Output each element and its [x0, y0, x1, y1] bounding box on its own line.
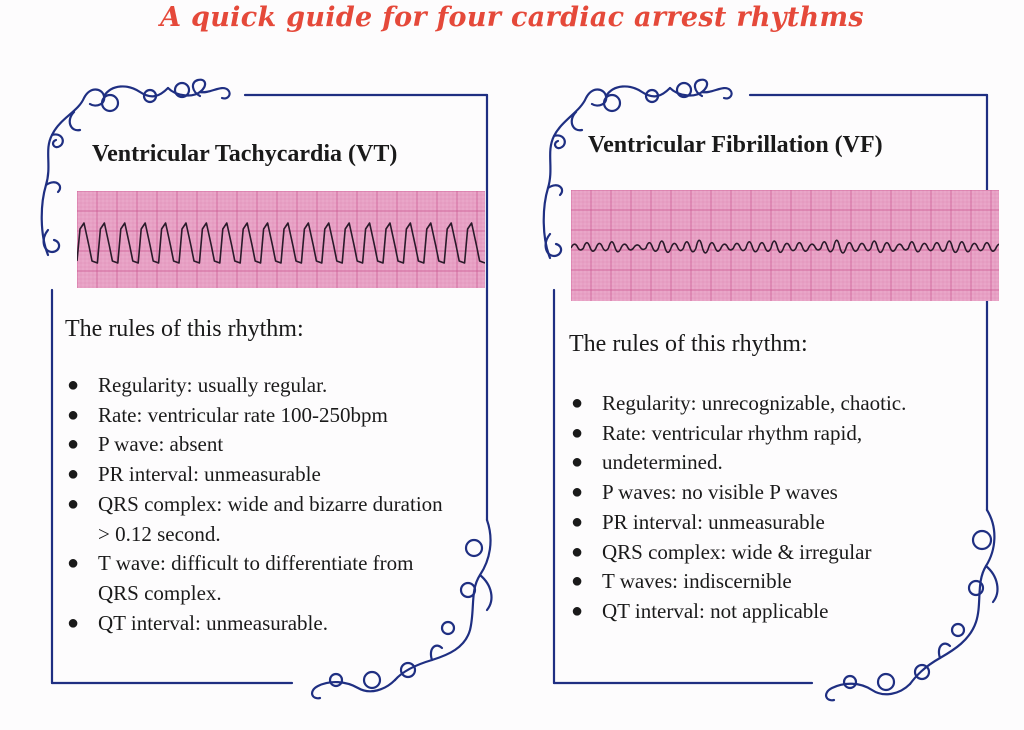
bullet-icon: ● [571, 451, 584, 474]
vf-ecg-strip [571, 190, 999, 301]
list-item: ● QRS complex: wide and bizarre duration > 0.12 second. [67, 491, 443, 546]
list-item: ● Rate: ventricular rhythm rapid, [569, 419, 906, 449]
list-item: ● Regularity: usually regular. [65, 371, 443, 401]
bullet-icon: ● [67, 374, 80, 396]
list-item: ● QT interval: unmeasurable. [65, 609, 443, 639]
bullet-icon: ● [571, 599, 584, 622]
bullet-icon: ● [67, 552, 80, 575]
vt-rules-list [65, 371, 443, 638]
bullet-icon: ● [571, 421, 584, 444]
vt-rules-heading: The rules of this rhythm: [65, 316, 304, 342]
bullet-icon: ● [67, 463, 80, 486]
list-item: ● Rate: ventricular rate 100-250bpm [65, 401, 443, 431]
bullet-icon: ● [67, 492, 80, 515]
page-title: A quick guide for four cardiac arrest rhythms [160, 2, 864, 33]
vt-ecg-strip [77, 191, 485, 288]
list-item: ● Regularity: unrecognizable, chaotic. [569, 389, 906, 419]
bullet-icon: ● [571, 392, 584, 414]
list-item: ● PR interval: unmeasurable [65, 460, 443, 490]
list-item: ● PR interval: unmeasurable [569, 508, 906, 538]
bullet-icon: ● [67, 433, 80, 456]
bullet-icon: ● [67, 611, 80, 634]
bullet-icon: ● [571, 540, 584, 563]
vf-card [512, 0, 1024, 730]
list-item: ● P waves: no visible P waves [569, 478, 906, 508]
list-item: ● undetermined. [569, 448, 906, 478]
vt-card-title: Ventricular Tachycardia (VT) [92, 141, 398, 167]
list-item: ● T waves: indiscernible [569, 567, 906, 597]
list-item: ● T wave: difficult to differentiate from QRS complex. [67, 551, 414, 605]
bullet-icon: ● [571, 510, 584, 533]
vf-rules-heading: The rules of this rhythm: [569, 331, 808, 357]
vf-card-title: Ventricular Fibrillation (VF) [588, 132, 883, 158]
vf-rules-list [569, 389, 906, 627]
bullet-icon: ● [571, 481, 584, 504]
list-item: ● QRS complex: wide & irregular [569, 538, 906, 568]
bullet-icon: ● [571, 570, 584, 593]
list-item: ● P wave: absent [65, 430, 443, 460]
list-item: ● QT interval: not applicable [569, 597, 906, 627]
bullet-icon: ● [67, 403, 80, 426]
